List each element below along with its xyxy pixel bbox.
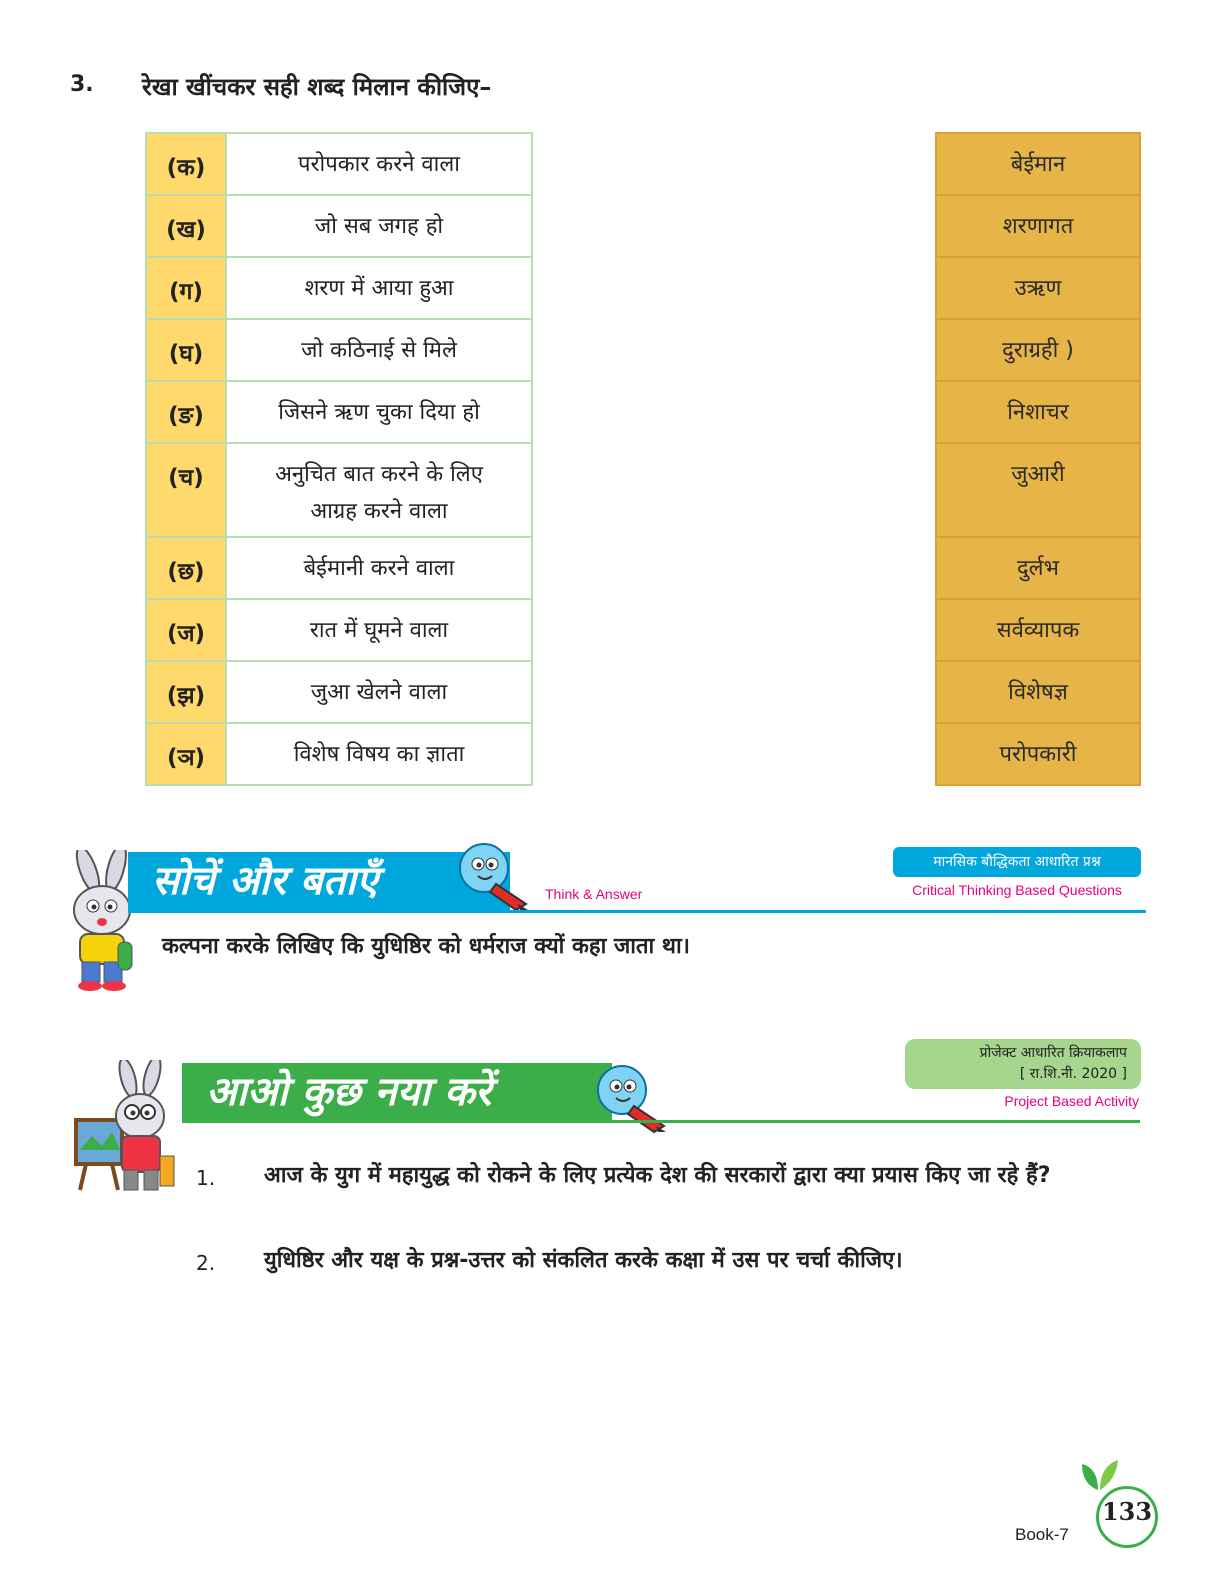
row-definition: रात में घूमने वाला <box>226 599 532 661</box>
answer-cell: विशेषज्ञ <box>936 661 1140 723</box>
answer-cell: दुराग्रही ) <box>936 319 1140 381</box>
answer-cell: सर्वव्यापक <box>936 599 1140 661</box>
answer-cell: जुआरी <box>936 443 1140 537</box>
matching-left-table <box>145 132 533 786</box>
pencil-mascot-icon <box>456 836 532 912</box>
project-item-text: युधिष्ठिर और यक्ष के प्रश्न-उत्तर को संकलित करके कक्षा में उस पर चर्चा कीजिए। <box>264 1248 903 1273</box>
rabbit-painter-icon <box>72 1060 182 1200</box>
think-answer-subtitle: Think & Answer <box>545 886 643 902</box>
answer-cell: निशाचर <box>936 381 1140 443</box>
project-activity-tag <box>905 1039 1141 1089</box>
row-label: (ञ) <box>146 723 226 785</box>
project-item-number: 1. <box>196 1166 216 1190</box>
table-row <box>146 381 532 443</box>
answer-cell: दुर्लभ <box>936 537 1140 599</box>
page-number: 133 <box>1101 1497 1153 1526</box>
row-definition: अनुचित बात करने के लिए आग्रह करने वाला <box>226 443 532 537</box>
project-tag-line2: [ रा.शि.नी. 2020 ] <box>1019 1066 1127 1082</box>
project-title: आओ कुछ नया करें <box>206 1068 492 1115</box>
row-label: (च) <box>146 443 226 537</box>
table-row <box>146 443 532 537</box>
project-item-number: 2. <box>196 1251 216 1275</box>
rabbit-mascot-icon <box>58 850 138 995</box>
book-label: Book-7 <box>1015 1525 1069 1544</box>
answer-cell: परोपकारी <box>936 723 1140 785</box>
row-label: (क) <box>146 133 226 195</box>
table-row <box>146 661 532 723</box>
leaf-icon <box>1076 1458 1122 1492</box>
think-answer-question: कल्पना करके लिखिए कि युधिष्ठिर को धर्मराज क्यों कहा जाता था। <box>162 934 690 959</box>
answer-cell: बेईमान <box>936 133 1140 195</box>
row-label: (ज) <box>146 599 226 661</box>
row-definition: बेईमानी करने वाला <box>226 537 532 599</box>
answer-cell: उऋण <box>936 257 1140 319</box>
pencil-mascot-icon <box>594 1060 674 1136</box>
row-label: (झ) <box>146 661 226 723</box>
row-definition: शरण में आया हुआ <box>226 257 532 319</box>
project-tag-line1: प्रोजेक्ट आधारित क्रियाकलाप <box>979 1045 1127 1061</box>
table-row <box>146 195 532 257</box>
table-row <box>146 257 532 319</box>
answer-cell: शरणागत <box>936 195 1140 257</box>
table-row <box>146 537 532 599</box>
row-definition: जिसने ऋण चुका दिया हो <box>226 381 532 443</box>
critical-thinking-tag: मानसिक बौद्धिकता आधारित प्रश्न <box>893 847 1141 877</box>
row-label: (ख) <box>146 195 226 257</box>
table-row <box>146 723 532 785</box>
project-activity-label: Project Based Activity <box>1004 1093 1139 1109</box>
row-label: (ग) <box>146 257 226 319</box>
think-answer-rule <box>128 910 1146 913</box>
row-definition: विशेष विषय का ज्ञाता <box>226 723 532 785</box>
think-answer-title: सोचें और बताएँ <box>152 857 379 904</box>
row-label: (घ) <box>146 319 226 381</box>
critical-thinking-label: Critical Thinking Based Questions <box>912 882 1122 898</box>
table-row <box>146 133 532 195</box>
table-row <box>146 319 532 381</box>
project-item-text: आज के युग में महायुद्ध को रोकने के लिए प्रत्येक देश की सरकारों द्वारा क्या प्रयास किए जा रहे हैं? <box>264 1163 1051 1188</box>
row-definition: जुआ खेलने वाला <box>226 661 532 723</box>
row-definition: जो सब जगह हो <box>226 195 532 257</box>
table-row <box>146 599 532 661</box>
question-number: 3. <box>70 72 94 97</box>
row-definition: जो कठिनाई से मिले <box>226 319 532 381</box>
row-label: (छ) <box>146 537 226 599</box>
row-definition: परोपकार करने वाला <box>226 133 532 195</box>
question-heading: रेखा खींचकर सही शब्द मिलान कीजिए– <box>142 73 492 101</box>
row-label: (ङ) <box>146 381 226 443</box>
project-rule <box>182 1120 1140 1123</box>
matching-right-column <box>935 132 1141 786</box>
